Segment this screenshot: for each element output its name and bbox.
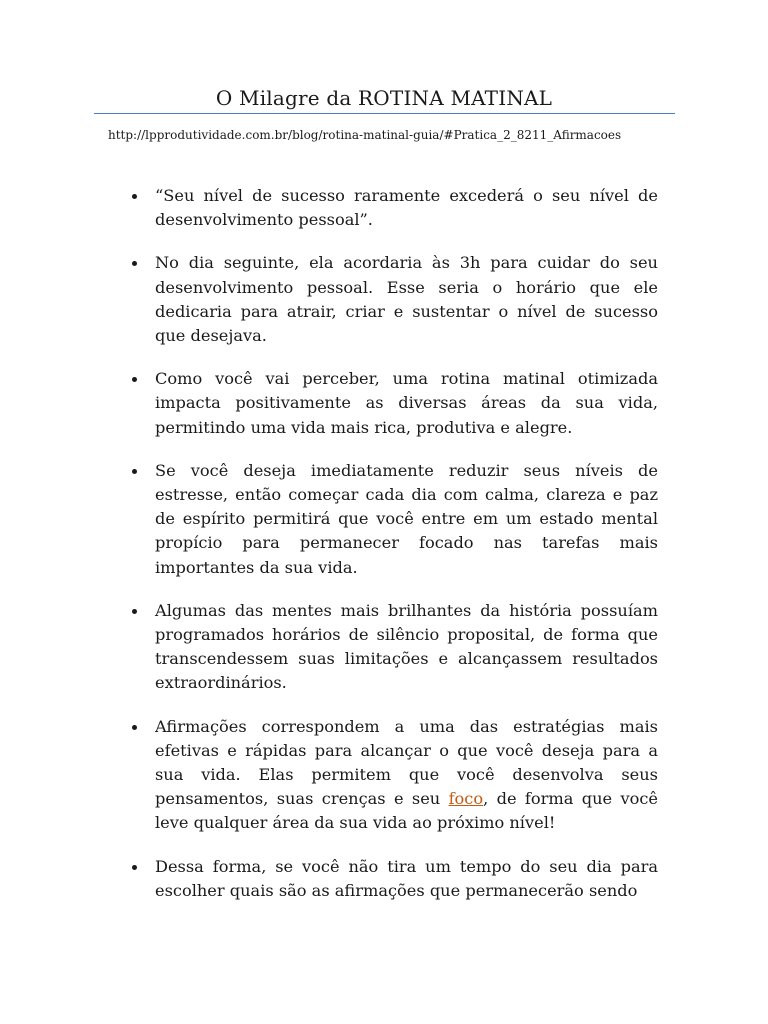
bullet-icon [132, 377, 137, 382]
list-item [132, 599, 658, 696]
document-title: O Milagre da ROTINA MATINAL [215, 86, 553, 110]
list-item-text: Dessa forma, se você não tira um tempo do seu dia para escolher quais são as afirmações que permanecerão sendo [155, 856, 658, 900]
list-item-text: Algumas das mentes mais brilhantes da história possuíam programados horários de silêncio proposital, de forma que transcendessem suas limitações e alcançassem resultados extraordinários. [155, 600, 658, 693]
list-item-text-after-link: , de forma que você leve qualquer área da sua vida ao próximo nível! [155, 789, 658, 833]
list-item-text: Se você deseja imediatamente reduzir seus níveis de estresse, então começar cada dia com calma, clareza e paz de espírito permitirá que você entre em um estado mental propício para permanecer focado nas tarefas mais importantes da sua vida. [155, 460, 658, 577]
list-item [132, 251, 658, 348]
list-item [132, 184, 658, 232]
list-item [132, 855, 658, 903]
bullet-icon [132, 469, 137, 474]
foco-link[interactable]: foco [448, 789, 484, 809]
list-item [132, 715, 658, 836]
list-item-text: No dia seguinte, ela acordaria às 3h para cuidar do seu desenvolvimento pessoal. Esse seria o horário que ele dedicaria para atrair, criar e sustentar o nível de sucesso que desejava. [155, 253, 658, 346]
bullet-list [132, 184, 658, 922]
bullet-icon [132, 194, 137, 199]
bullet-icon [132, 609, 137, 614]
source-url: http://lpprodutividade.com.br/blog/rotina-matinal-guia/#Pratica_2_8211_Afirmacoes [108, 128, 622, 142]
title-underline [94, 113, 675, 114]
list-item-text: “Seu nível de sucesso raramente excederá o seu nível de desenvolvimento pessoal”. [155, 186, 658, 230]
list-item [132, 459, 658, 580]
bullet-icon [132, 865, 137, 870]
bullet-icon [132, 261, 137, 266]
bullet-icon [132, 725, 137, 730]
list-item [132, 367, 658, 440]
list-item-text-before-link: Afirmações correspondem a uma das estratégias mais efetivas e rápidas para alcançar o que você deseja para a sua vida. Elas permitem que você desenvolva seus pensamentos, suas crenças e seu [155, 716, 658, 809]
list-item-text: Como você vai perceber, uma rotina matinal otimizada impacta positivamente as diversas áreas da sua vida, permitindo uma vida mais rica, produtiva e alegre. [155, 369, 658, 437]
